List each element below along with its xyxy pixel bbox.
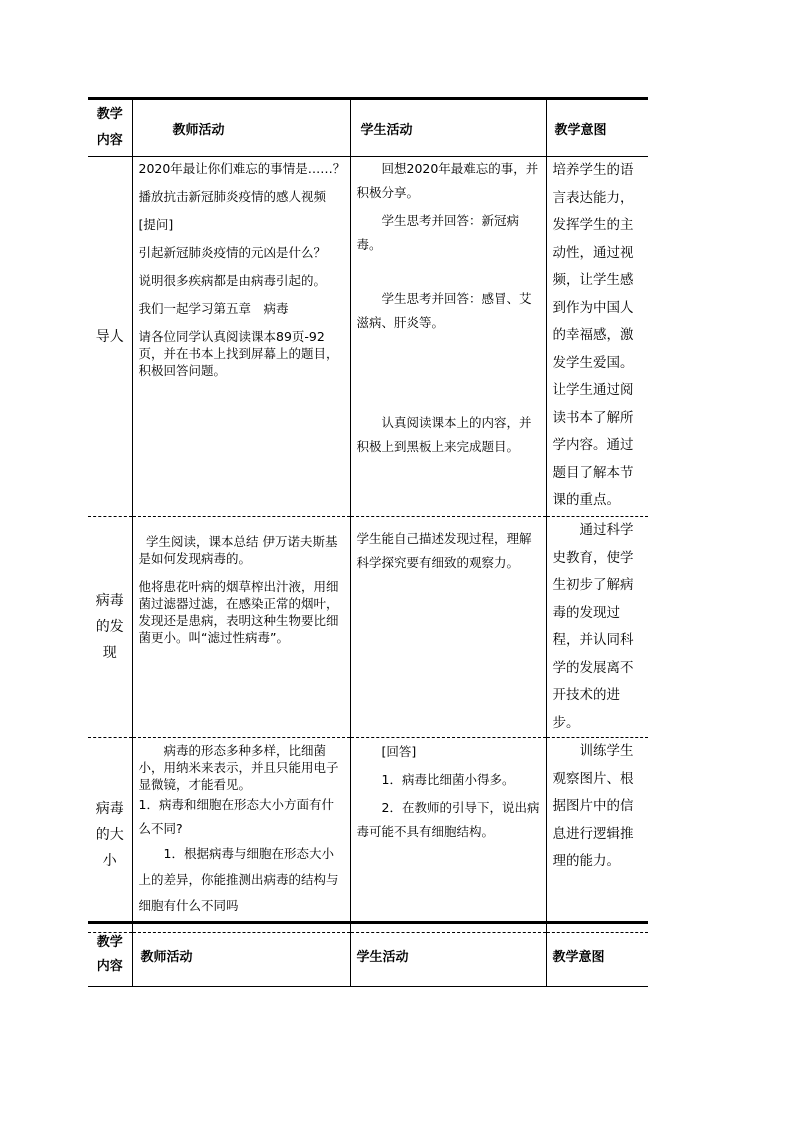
student-activity-cell [350, 517, 546, 738]
teacher-activity-cell [132, 157, 350, 517]
student-paragraph: 学生思考并回答：感冒、艾滋病、肝炎等。 [356, 291, 532, 330]
lesson-plan-table-continued [88, 921, 648, 987]
teacher-activity-cell [132, 738, 350, 933]
header-content [88, 923, 132, 987]
teacher-paragraph: 请各位同学认真阅读课本89页-92页，并在书本上找到屏幕上的题目，积极回答问题。 [138, 329, 339, 378]
table-row [88, 738, 648, 933]
section-label-text: 病毒的大小 [95, 801, 124, 869]
section-label [88, 517, 132, 738]
intent-text: 培养学生的语言表达能力，发挥学生的主动性，通过视频，让学生感到作为中国人的幸福感，激发学生爱国。让学生通过阅读书本了解所学内容。通过题目了解本节课的重点。 [552, 162, 634, 508]
header-teacher: 教师活动 [132, 923, 350, 987]
header-student: 学生活动 [350, 99, 546, 157]
student-paragraph: 认真阅读课本上的内容，并积极上到黑板上来完成题目。 [356, 415, 532, 454]
teacher-paragraph: 说明很多疾病都是由病毒引起的。 [138, 273, 327, 288]
teacher-paragraph: 我们一起学习第五章 病毒 [138, 301, 289, 316]
student-paragraph: [回答] [381, 744, 417, 759]
section-label [88, 738, 132, 933]
teacher-activity-cell [132, 517, 350, 738]
header-intent: 教学意图 [546, 923, 648, 987]
header-intent: 教学意图 [546, 99, 648, 157]
table-header-row [88, 99, 648, 157]
student-activity-cell [350, 738, 546, 933]
table-row [88, 157, 648, 517]
student-paragraph: 1．病毒比细菌小得多。 [381, 772, 515, 787]
table-row [88, 517, 648, 738]
student-paragraph: 学生能自己描述发现过程，理解科学探究要有细致的观察力。 [356, 531, 532, 570]
header-content [88, 99, 132, 157]
teacher-paragraph: 引起新冠肺炎疫情的元凶是什么？ [138, 245, 327, 260]
header-student: 学生活动 [350, 923, 546, 987]
header-content-text: 教学内容 [96, 107, 123, 148]
intent-text: 训练学生观察图片、根据图片中的信息进行逻辑推理的能力。 [552, 743, 634, 869]
intent-cell [546, 517, 648, 738]
teacher-paragraph: 他将患花叶病的烟草榨出汁液，用细菌过滤器过滤，在感染正常的烟叶，发现还是患病，表明这种生物要比细菌更小。叫“滤过性病毒”。 [138, 579, 339, 645]
student-paragraph: 回想2020年最难忘的事，并积极分享。 [356, 161, 539, 200]
intent-cell [546, 738, 648, 933]
intent-text: 通过科学史教育，使学生初步了解病毒的发现过程，并认同科学的发展离不开技术的进步。 [552, 522, 634, 731]
intent-cell [546, 157, 648, 517]
student-paragraph: 2．在教师的引导下，说出病毒可能不具有细胞结构。 [356, 800, 540, 839]
teacher-paragraph: 1．根据病毒与细胞在形态大小上的差异，你能推测出病毒的结构与细胞有什么不同吗 [138, 846, 339, 913]
header-content-text: 教学内容 [96, 935, 123, 974]
teacher-paragraph: 1．病毒和细胞在形态大小方面有什么不同? [138, 797, 334, 836]
section-label-text: 病毒的发现 [95, 593, 124, 661]
teacher-paragraph: 学生阅读，课本总结 伊万诺夫斯基是如何发现病毒的。 [138, 534, 338, 566]
student-paragraph: 学生思考并回答：新冠病毒。 [356, 213, 520, 252]
student-activity-cell [350, 157, 546, 517]
header-teacher: 教师活动 [132, 99, 350, 157]
teacher-paragraph: 播放抗击新冠肺炎疫情的感人视频 [138, 189, 327, 204]
teacher-paragraph: 2020年最让你们难忘的事情是……？ [138, 161, 346, 176]
table-header-row [88, 923, 648, 987]
lesson-plan-table [88, 97, 648, 933]
teacher-paragraph: 病毒的形态多种多样，比细菌小，用纳米来表示，并且只能用电子显微镜，才能看见。 [138, 743, 339, 792]
teacher-paragraph: [提问] [138, 217, 174, 232]
section-label: 导人 [95, 328, 124, 345]
